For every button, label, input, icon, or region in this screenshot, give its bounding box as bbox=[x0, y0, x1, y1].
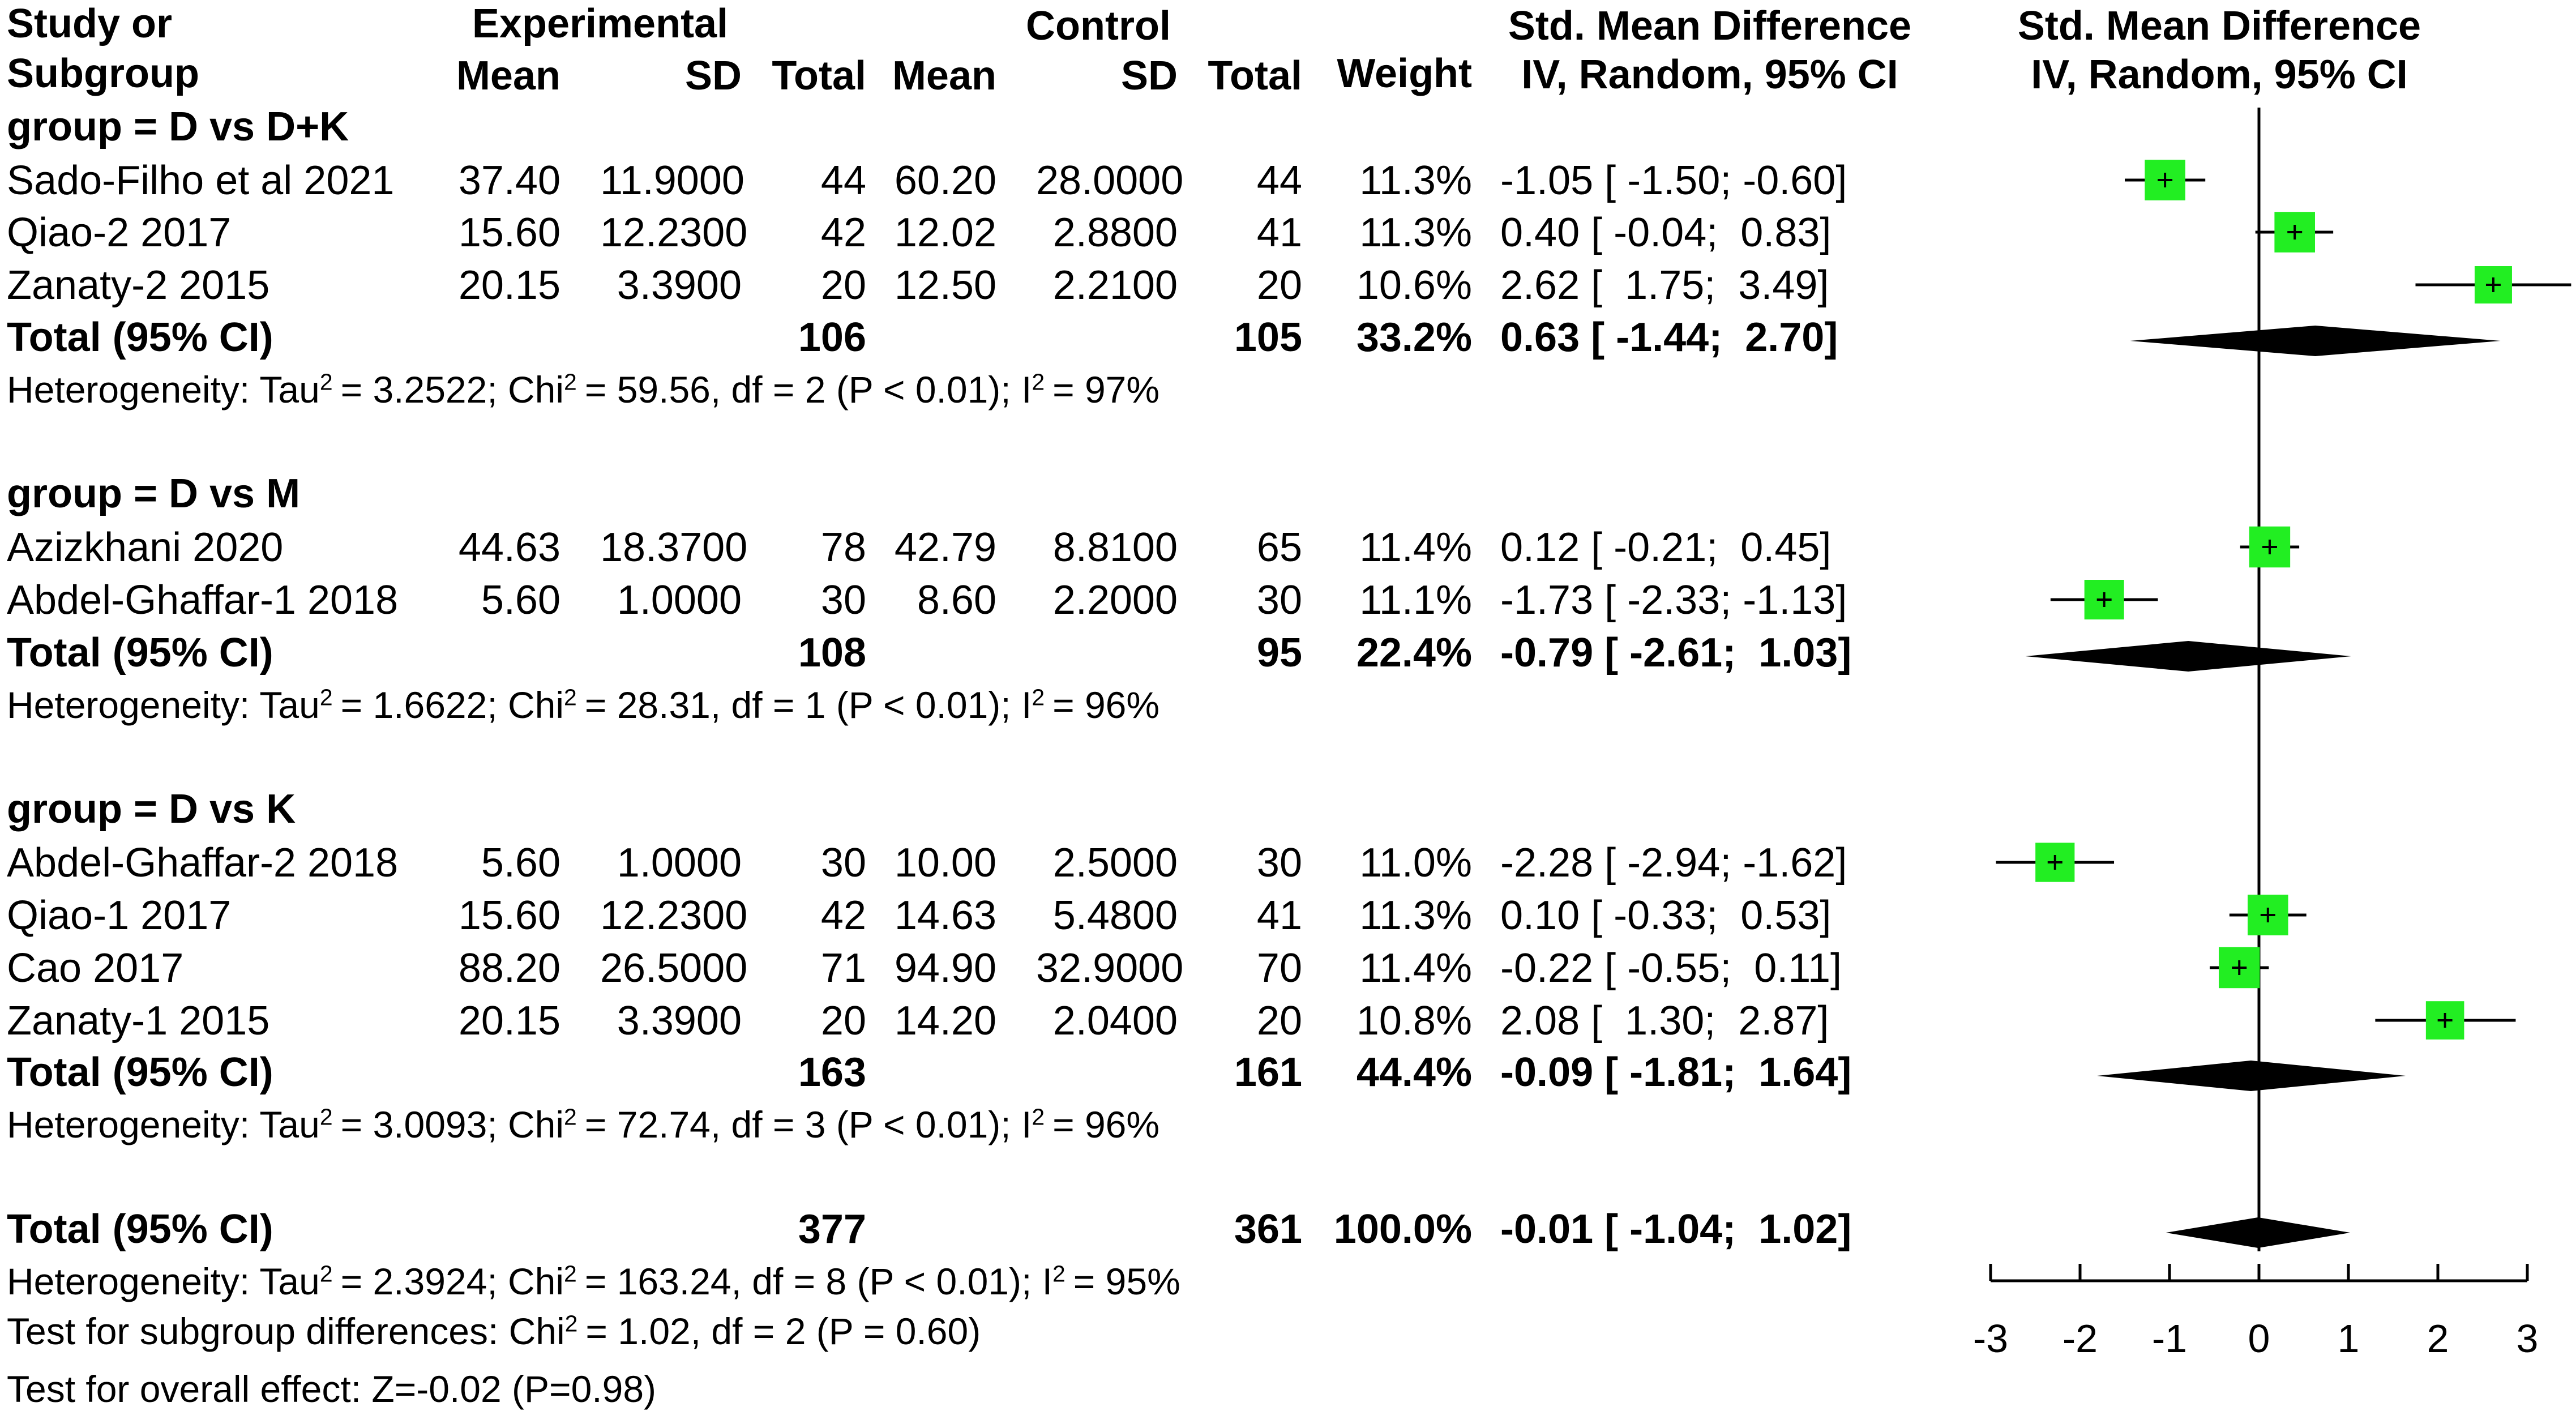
header-control: Control bbox=[1026, 3, 1171, 49]
study-c-total: 30 bbox=[1256, 578, 1302, 623]
header-smd-line1: Std. Mean Difference bbox=[1508, 3, 1912, 49]
header-smd-line2: IV, Random, 95% CI bbox=[1521, 52, 1898, 97]
superscript-2: 2 bbox=[1032, 1104, 1045, 1130]
study-ci-text: 0.10 [ -0.33; 0.53] bbox=[1500, 893, 1832, 938]
study-c-total: 70 bbox=[1256, 946, 1302, 991]
study-e-mean: 37.40 bbox=[458, 158, 560, 203]
x-tick-label: -1 bbox=[2151, 1316, 2188, 1361]
study-c-sd: 2.5000 bbox=[1052, 840, 1178, 886]
study-e-mean: 5.60 bbox=[481, 578, 560, 623]
study-weight: 11.4% bbox=[1359, 525, 1472, 570]
study-e-sd: 26.5000 bbox=[600, 946, 748, 991]
superscript-2: 2 bbox=[1032, 684, 1045, 711]
study-ci-text: -1.05 [ -1.50; -0.60] bbox=[1500, 158, 1847, 203]
study-e-total: 20 bbox=[820, 263, 866, 308]
study-ci-text: 0.40 [ -0.04; 0.83] bbox=[1500, 210, 1832, 255]
header-experimental: Experimental bbox=[472, 1, 729, 46]
study-e-mean: 20.15 bbox=[458, 998, 560, 1044]
study-c-total: 41 bbox=[1256, 210, 1302, 255]
study-e-mean: 20.15 bbox=[458, 263, 560, 308]
subgroup-total-weight: 22.4% bbox=[1356, 630, 1472, 675]
study-c-total: 20 bbox=[1256, 998, 1302, 1044]
subgroup-label: group = D vs M bbox=[7, 471, 301, 516]
subgroup-total-exp: 106 bbox=[798, 315, 866, 360]
overall-total-exp: 377 bbox=[798, 1207, 866, 1252]
study-e-mean: 88.20 bbox=[458, 946, 560, 991]
heterogeneity-part: Heterogeneity: Tau bbox=[7, 1104, 320, 1145]
subgroup-total-ci: 0.63 [ -1.44; 2.70] bbox=[1500, 315, 1838, 360]
subgroup-total-ctrl: 161 bbox=[1234, 1050, 1302, 1095]
study-e-total: 42 bbox=[820, 893, 866, 938]
study-c-mean: 14.20 bbox=[894, 998, 996, 1044]
study-e-total: 30 bbox=[820, 840, 866, 886]
study-e-sd: 12.2300 bbox=[600, 210, 748, 255]
study-e-total: 78 bbox=[820, 525, 866, 570]
x-tick-label: 1 bbox=[2337, 1316, 2360, 1361]
x-tick-label: 3 bbox=[2516, 1316, 2539, 1361]
header-ctrl-mean: Mean bbox=[892, 53, 996, 99]
subgroup-label: group = D vs D+K bbox=[7, 104, 349, 149]
heterogeneity-part: Heterogeneity: Tau bbox=[7, 369, 320, 411]
subgroup-total-exp: 108 bbox=[798, 630, 866, 675]
subgroup-label: group = D vs K bbox=[7, 786, 296, 832]
x-tick-label: -3 bbox=[1972, 1316, 2009, 1361]
overall-total-ctrl: 361 bbox=[1234, 1207, 1302, 1252]
header-study-line1: Study or bbox=[7, 1, 173, 46]
study-name: Cao 2017 bbox=[7, 946, 184, 991]
header-study-line2: Subgroup bbox=[7, 51, 199, 96]
study-c-sd: 2.0400 bbox=[1052, 998, 1178, 1044]
study-c-mean: 8.60 bbox=[917, 578, 996, 623]
study-e-sd: 18.3700 bbox=[600, 525, 748, 570]
study-weight: 11.4% bbox=[1359, 946, 1472, 991]
study-e-sd: 3.3900 bbox=[617, 998, 742, 1044]
pooled-diamond bbox=[2097, 1061, 2406, 1091]
study-ci-text: 0.12 [ -0.21; 0.45] bbox=[1500, 525, 1832, 570]
heterogeneity-part: = 163.24, df = 8 (P < 0.01); I bbox=[584, 1260, 1053, 1302]
pooled-diamond bbox=[2166, 1217, 2350, 1248]
superscript-2: 2 bbox=[564, 1104, 577, 1130]
pooled-diamond bbox=[2130, 326, 2500, 356]
subgroup-total-label: Total (95% CI) bbox=[7, 315, 273, 360]
study-e-mean: 15.60 bbox=[458, 893, 560, 938]
study-name: Abdel-Ghaffar-1 2018 bbox=[7, 578, 399, 623]
study-e-mean: 15.60 bbox=[458, 210, 560, 255]
study-c-total: 20 bbox=[1256, 263, 1302, 308]
heterogeneity-part: = 28.31, df = 1 (P < 0.01); I bbox=[584, 684, 1032, 726]
study-c-sd: 28.0000 bbox=[1036, 158, 1184, 203]
subgroup-total-ci: -0.79 [ -2.61; 1.03] bbox=[1500, 630, 1852, 675]
study-c-sd: 5.4800 bbox=[1052, 893, 1178, 938]
study-weight: 11.0% bbox=[1359, 840, 1472, 886]
heterogeneity-part: = 3.0093; Chi bbox=[340, 1104, 564, 1145]
study-c-total: 65 bbox=[1256, 525, 1302, 570]
study-e-total: 44 bbox=[820, 158, 866, 203]
subgroup-total-ctrl: 95 bbox=[1256, 630, 1302, 675]
subgroup-total-ci: -0.09 [ -1.81; 1.64] bbox=[1500, 1050, 1852, 1095]
heterogeneity-part: = 97% bbox=[1052, 369, 1160, 411]
study-ci-text: -2.28 [ -2.94; -1.62] bbox=[1500, 840, 1847, 886]
study-ci-text: -0.22 [ -0.55; 0.11] bbox=[1500, 946, 1842, 991]
overall-total-weight: 100.0% bbox=[1333, 1207, 1472, 1252]
subgroup-total-exp: 163 bbox=[798, 1050, 866, 1095]
study-name: Azizkhani 2020 bbox=[7, 525, 284, 570]
heterogeneity-part: = 1.6622; Chi bbox=[340, 684, 564, 726]
header-exp-total: Total bbox=[772, 53, 866, 99]
study-name: Sado-Filho et al 2021 bbox=[7, 158, 395, 203]
heterogeneity-part: = 3.2522; Chi bbox=[340, 369, 564, 411]
heterogeneity-part: Heterogeneity: Tau bbox=[7, 684, 320, 726]
study-weight: 11.3% bbox=[1359, 893, 1472, 938]
study-name: Zanaty-1 2015 bbox=[7, 998, 270, 1044]
study-c-sd: 8.8100 bbox=[1052, 525, 1178, 570]
study-name: Zanaty-2 2015 bbox=[7, 263, 270, 308]
study-e-total: 20 bbox=[820, 998, 866, 1044]
header-ctrl-sd: SD bbox=[1120, 53, 1178, 99]
study-c-mean: 12.02 bbox=[894, 210, 996, 255]
heterogeneity-part: = 96% bbox=[1052, 1104, 1160, 1145]
study-c-mean: 14.63 bbox=[894, 893, 996, 938]
heterogeneity-part: Heterogeneity: Tau bbox=[7, 1260, 320, 1302]
header-weight: Weight bbox=[1337, 51, 1472, 96]
heterogeneity-part: = 59.56, df = 2 (P < 0.01); I bbox=[584, 369, 1032, 411]
header-ctrl-total: Total bbox=[1208, 53, 1302, 99]
plot-header-line1: Std. Mean Difference bbox=[2017, 3, 2421, 49]
study-weight: 11.1% bbox=[1359, 578, 1472, 623]
study-e-sd: 12.2300 bbox=[600, 893, 748, 938]
heterogeneity-part: = 2.3924; Chi bbox=[340, 1260, 564, 1302]
pooled-diamond bbox=[2026, 641, 2351, 672]
superscript-2: 2 bbox=[564, 369, 577, 395]
overall-total-ci: -0.01 [ -1.04; 1.02] bbox=[1500, 1207, 1852, 1252]
subgroup-total-ctrl: 105 bbox=[1234, 315, 1302, 360]
superscript-2: 2 bbox=[319, 369, 333, 395]
x-tick-label: -2 bbox=[2062, 1316, 2098, 1361]
study-e-sd: 11.9000 bbox=[600, 158, 744, 203]
study-c-sd: 32.9000 bbox=[1036, 946, 1184, 991]
test-rest: = 1.02, df = 2 (P = 0.60) bbox=[585, 1310, 981, 1352]
study-c-total: 41 bbox=[1256, 893, 1302, 938]
study-e-total: 42 bbox=[820, 210, 866, 255]
heterogeneity-part: = 95% bbox=[1073, 1260, 1180, 1302]
header-exp-mean: Mean bbox=[456, 53, 560, 99]
study-e-sd: 1.0000 bbox=[617, 840, 742, 886]
test-prefix: Test for subgroup differences: Chi bbox=[7, 1310, 565, 1352]
superscript-2: 2 bbox=[1032, 369, 1045, 395]
study-ci-text: 2.62 [ 1.75; 3.49] bbox=[1500, 263, 1829, 308]
study-name: Qiao-2 2017 bbox=[7, 210, 232, 255]
study-weight: 10.6% bbox=[1356, 263, 1472, 308]
study-c-sd: 2.2000 bbox=[1052, 578, 1178, 623]
study-weight: 10.8% bbox=[1356, 998, 1472, 1044]
study-e-total: 30 bbox=[820, 578, 866, 623]
subgroup-total-label: Total (95% CI) bbox=[7, 630, 273, 675]
study-c-total: 30 bbox=[1256, 840, 1302, 886]
study-c-mean: 42.79 bbox=[894, 525, 996, 570]
superscript-2: 2 bbox=[319, 1260, 333, 1287]
study-name: Abdel-Ghaffar-2 2018 bbox=[7, 840, 399, 886]
superscript-2: 2 bbox=[1052, 1260, 1066, 1287]
study-e-total: 71 bbox=[820, 946, 866, 991]
heterogeneity-part: = 96% bbox=[1052, 684, 1160, 726]
superscript-2: 2 bbox=[319, 684, 333, 711]
study-weight: 11.3% bbox=[1359, 158, 1472, 203]
study-e-mean: 5.60 bbox=[481, 840, 560, 886]
study-weight: 11.3% bbox=[1359, 210, 1472, 255]
study-name: Qiao-1 2017 bbox=[7, 893, 232, 938]
subgroup-total-weight: 44.4% bbox=[1356, 1050, 1472, 1095]
superscript-2: 2 bbox=[564, 684, 577, 711]
subgroup-total-label: Total (95% CI) bbox=[7, 1050, 273, 1095]
superscript-2: 2 bbox=[564, 1310, 578, 1337]
plot-header-line2: IV, Random, 95% CI bbox=[2031, 52, 2408, 97]
study-e-sd: 1.0000 bbox=[617, 578, 742, 623]
header-exp-sd: SD bbox=[684, 53, 742, 99]
study-c-mean: 12.50 bbox=[894, 263, 996, 308]
study-c-total: 44 bbox=[1256, 158, 1302, 203]
study-ci-text: 2.08 [ 1.30; 2.87] bbox=[1500, 998, 1829, 1044]
superscript-2: 2 bbox=[564, 1260, 577, 1287]
study-e-sd: 3.3900 bbox=[617, 263, 742, 308]
x-tick-label: 0 bbox=[2248, 1316, 2270, 1361]
overall-effect-test: Test for overall effect: Z=-0.02 (P=0.98) bbox=[7, 1368, 657, 1410]
overall-total-label: Total (95% CI) bbox=[7, 1207, 273, 1252]
study-c-mean: 10.00 bbox=[894, 840, 996, 886]
subgroup-total-weight: 33.2% bbox=[1356, 315, 1472, 360]
study-ci-text: -1.73 [ -2.33; -1.13] bbox=[1500, 578, 1847, 623]
study-c-sd: 2.8800 bbox=[1052, 210, 1178, 255]
study-e-mean: 44.63 bbox=[458, 525, 560, 570]
heterogeneity-part: = 72.74, df = 3 (P < 0.01); I bbox=[584, 1104, 1032, 1145]
study-c-mean: 94.90 bbox=[894, 946, 996, 991]
superscript-2: 2 bbox=[319, 1104, 333, 1130]
study-c-mean: 60.20 bbox=[894, 158, 996, 203]
study-c-sd: 2.2100 bbox=[1052, 263, 1178, 308]
x-tick-label: 2 bbox=[2427, 1316, 2449, 1361]
